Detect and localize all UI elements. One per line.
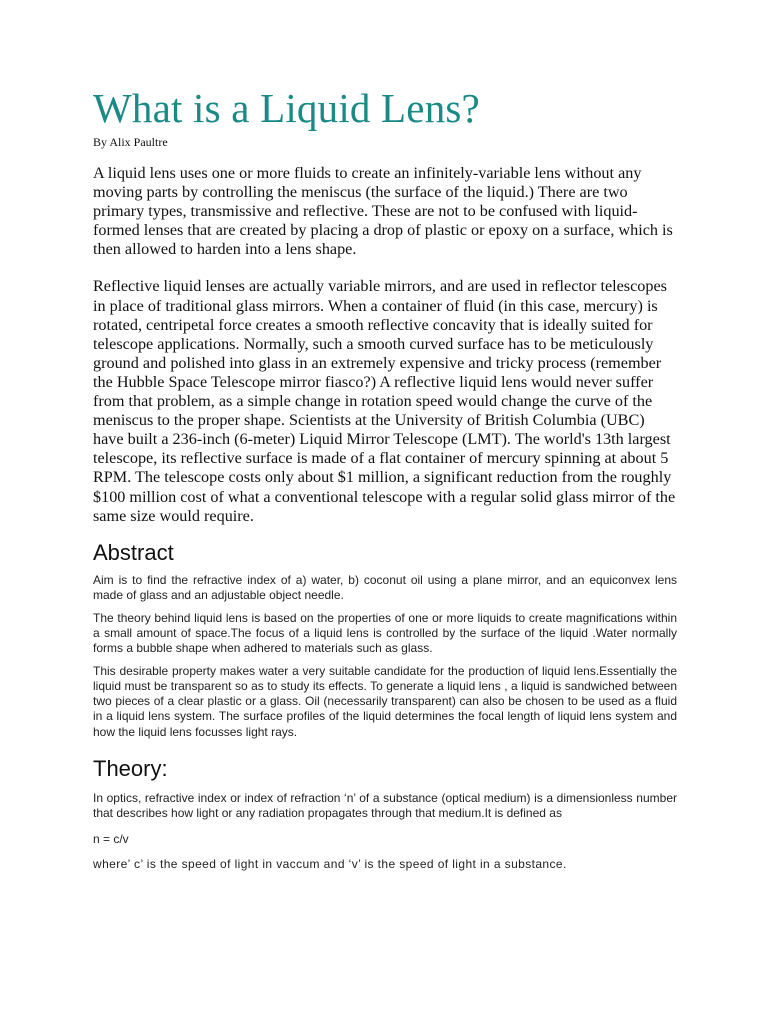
intro-paragraph: A liquid lens uses one or more fluids to create an infinitely-variable lens without any moving parts by controlling the meniscus (the surface of the liquid.) There are two primary types, transmissive and reflective. These are not to be confused with liquid-formed lenses that are created by placing a drop of plastic or epoxy on a surface, which is then allowed to harden into a lens shape. xyxy=(93,164,673,259)
abstract-paragraph: The theory behind liquid lens is based on the properties of one or more liquids to create magnifications within a small amount of space.The focus of a liquid lens is controlled by the surface of the liquid .Water normally forms a bubble shape when adhered to materials such as glass. xyxy=(93,610,677,656)
equation: n = c/v xyxy=(93,831,129,846)
theory-paragraph: In optics, refractive index or index of refraction ‘n’ of a substance (optical medium) is a dimensionless number that describes how light or any radiation propagates through that medium.It is defined as xyxy=(93,790,677,820)
theory-heading: Theory: xyxy=(93,755,168,781)
abstract-paragraph: This desirable property makes water a very suitable candidate for the production of liquid lens.Essentially the liquid must be transparent so as to study its effects. To generate a liquid lens , a liquid is sandwiched between two pieces of a clear plastic or a glass. Oil (necessarily transparent) can also be chosen to be used as a fluid in a liquid lens system. The surface profiles of the liquid determines the focal length of liquid lens system and how the liquid lens focusses light rays. xyxy=(93,664,677,739)
abstract-heading: Abstract xyxy=(93,539,174,565)
theory-paragraph: where’ c’ is the speed of light in vaccum and ‘v’ is the speed of light in a substance. xyxy=(93,856,567,871)
article xyxy=(93,85,677,872)
article-title: What is a Liquid Lens? xyxy=(93,85,480,131)
intro-paragraph: Reflective liquid lenses are actually variable mirrors, and are used in reflector telescopes in place of traditional glass mirrors. When a container of fluid (in this case, mercury) is rotated, centripetal force creates a smooth reflective concavity that is ideally suited for telescope applications. Normally, such a smooth curved surface has to be meticulously ground and polished into glass in an extremely expensive and tricky process (remember the Hubble Space Telescope mirror fiasco?) A reflective liquid lens would never suffer from that problem, as a simple change in rotation speed would change the curve of the meniscus to the proper shape. Scientists at the University of British Columbia (UBC) have built a 236-inch (6-meter) Liquid Mirror Telescope (LMT). The world's 13th largest telescope, its reflective surface is made of a flat container of mercury spinning at about 5 RPM. The telescope costs only about $1 million, a significant reduction from the roughly $100 million cost of what a conventional telescope with a regular solid glass mirror of the same size would require. xyxy=(93,277,676,525)
abstract-paragraph: Aim is to find the refractive index of a) water, b) coconut oil using a plane mirror, and an equiconvex lens made of glass and an adjustable object needle. xyxy=(93,572,677,602)
article-byline: By Alix Paultre xyxy=(93,135,168,149)
